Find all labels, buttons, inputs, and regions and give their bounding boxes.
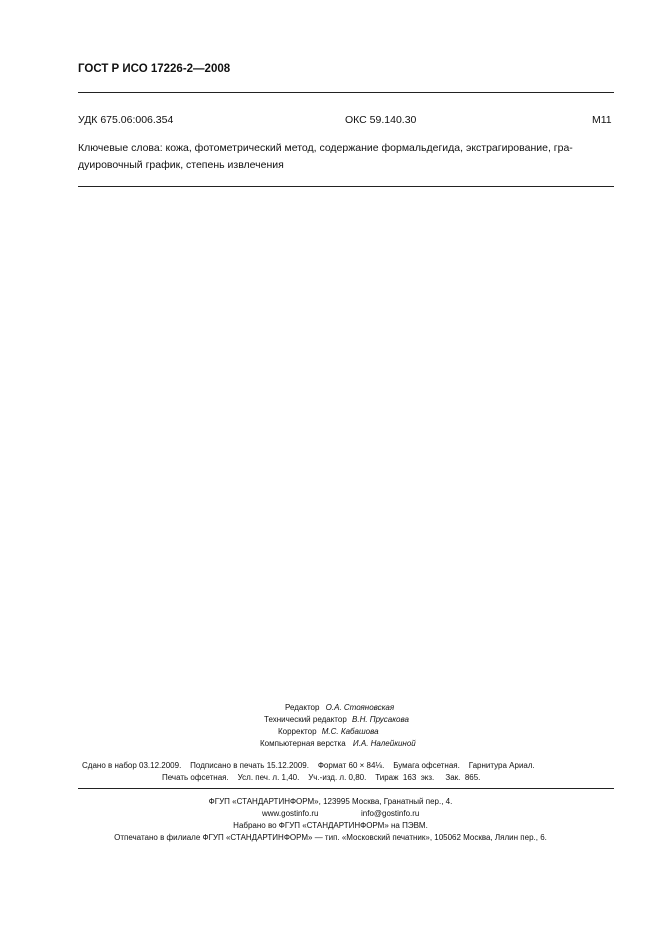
imprint-line-2: Печать офсетная. Усл. печ. л. 1,40. Уч.-изд. л. 0,80. Тираж 163 экз. Зак. 865. bbox=[162, 773, 481, 782]
udk-code: УДК 675.06:006.354 bbox=[78, 114, 174, 126]
credit-editor bbox=[285, 702, 394, 714]
typeset-note: Набрано во ФГУП «СТАНДАРТИНФОРМ» на ПЭВМ. bbox=[233, 821, 428, 830]
oks-code: ОКС 59.140.30 bbox=[345, 114, 417, 126]
credit-name: М.С. Кабашова bbox=[321, 727, 379, 736]
keywords-divider bbox=[78, 186, 614, 187]
keywords-block bbox=[78, 140, 614, 174]
publisher-email: info@gostinfo.ru bbox=[361, 809, 420, 818]
printed-note: Отпечатано в филиале ФГУП «СТАНДАРТИНФОРМ» — тип. «Московский печатник», 105062 Москва, Лялин пер., 6. bbox=[114, 833, 547, 842]
credit-name: В.Н. Прусакова bbox=[352, 715, 409, 724]
credit-role: Редактор bbox=[285, 703, 320, 712]
credit-name: И.А. Налейкиной bbox=[352, 739, 416, 748]
publisher-website: www.gostinfo.ru bbox=[262, 809, 319, 818]
credit-proofreader bbox=[278, 726, 379, 738]
keywords-line-1: Ключевые слова: кожа, фотометрический метод, содержание формальдегида, экстрагирование, гра- bbox=[78, 142, 573, 154]
keywords-line-2: дуировочный график, степень извлечения bbox=[78, 159, 284, 171]
group-code: М11 bbox=[592, 114, 612, 126]
imprint-divider bbox=[78, 788, 614, 789]
standard-title: ГОСТ Р ИСО 17226-2—2008 bbox=[78, 63, 231, 75]
credit-layout bbox=[260, 738, 416, 750]
credit-role: Технический редактор bbox=[264, 715, 347, 724]
imprint-line-1: Сдано в набор 03.12.2009. Подписано в печать 15.12.2009. Формат 60 × 84⅛. Бумага офсетная. Гарнитура Ариал. bbox=[82, 761, 535, 770]
header-divider bbox=[78, 92, 614, 93]
credit-role: Корректор bbox=[278, 727, 317, 736]
credit-tech-editor bbox=[264, 714, 409, 726]
credit-name: О.А. Стояновская bbox=[325, 703, 395, 712]
credit-role: Компьютерная верстка bbox=[260, 739, 346, 748]
publisher-address: ФГУП «СТАНДАРТИНФОРМ», 123995 Москва, Гранатный пер., 4. bbox=[208, 797, 453, 806]
